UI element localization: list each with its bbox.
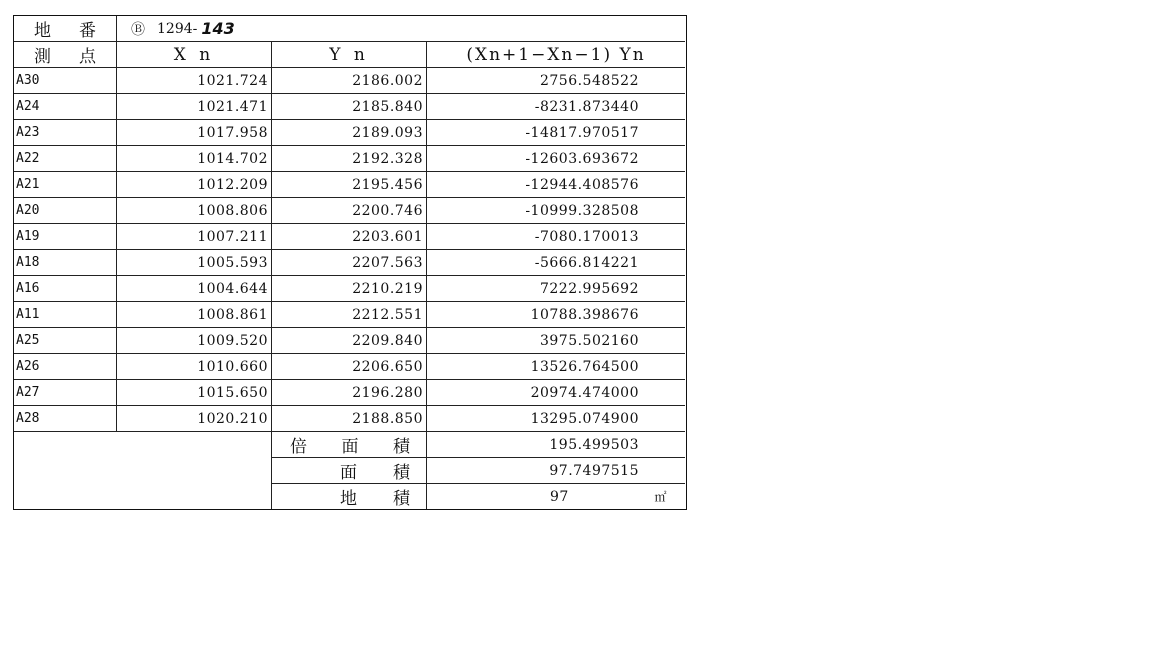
x-cell: 1008.861 — [117, 302, 272, 327]
table-row — [14, 146, 685, 172]
x-cell: 1007.211 — [117, 224, 272, 249]
calc-cell: 20974.474000 — [530, 384, 639, 401]
table-row — [14, 68, 685, 94]
y-cell: 2196.280 — [272, 380, 427, 405]
blank-footer-cell — [14, 432, 272, 509]
double-area-label — [272, 432, 427, 457]
table-row — [14, 172, 685, 198]
double-area-label-char-1: 倍 — [290, 437, 307, 457]
area-value: 97.7497515 — [549, 462, 639, 479]
table-row — [14, 224, 685, 250]
y-cell: 2185.840 — [272, 94, 427, 119]
chiban-mark: Ⓑ — [131, 21, 145, 38]
table-row — [14, 380, 685, 406]
y-cell: 2206.650 — [272, 354, 427, 379]
calc-cell: 13295.074900 — [530, 410, 639, 427]
x-cell: 1020.210 — [117, 406, 272, 431]
table-row — [14, 94, 685, 120]
area-label — [272, 458, 427, 483]
land-area-row — [272, 484, 685, 509]
x-cell: 1004.644 — [117, 276, 272, 301]
point-cell: A16 — [14, 276, 117, 301]
point-cell: A26 — [14, 354, 117, 379]
area-label-char-2: 積 — [393, 463, 410, 483]
double-area-row — [272, 432, 685, 458]
y-cell: 2209.840 — [272, 328, 427, 353]
point-cell: A11 — [14, 302, 117, 327]
x-cell: 1010.660 — [117, 354, 272, 379]
y-cell: 2200.746 — [272, 198, 427, 223]
point-cell: A25 — [14, 328, 117, 353]
chiban-printed: 1294- — [157, 20, 198, 37]
calc-cell: -10999.328508 — [525, 202, 639, 219]
y-cell: 2195.456 — [272, 172, 427, 197]
table-row — [14, 120, 685, 146]
land-area-value: 97 — [550, 488, 569, 505]
y-cell: 2212.551 — [272, 302, 427, 327]
calc-cell: -5666.814221 — [534, 254, 639, 271]
calc-cell: -12944.408576 — [525, 176, 639, 193]
y-column-header: Y n — [272, 42, 427, 67]
table-row — [14, 354, 685, 380]
chiban-row — [14, 16, 685, 42]
point-cell: A22 — [14, 146, 117, 171]
land-area-label — [272, 484, 427, 509]
x-cell: 1021.724 — [117, 68, 272, 93]
x-column-header: X n — [117, 42, 272, 67]
double-area-label-char-2: 面 — [341, 437, 359, 457]
table-row — [14, 328, 685, 354]
table-row — [14, 198, 685, 224]
x-cell: 1014.702 — [117, 146, 272, 171]
table-row — [14, 250, 685, 276]
y-cell: 2188.850 — [272, 406, 427, 431]
point-cell: A19 — [14, 224, 117, 249]
point-cell: A21 — [14, 172, 117, 197]
area-label-char-1: 面 — [340, 463, 357, 483]
x-cell: 1015.650 — [117, 380, 272, 405]
x-cell: 1021.471 — [117, 94, 272, 119]
point-cell: A27 — [14, 380, 117, 405]
calc-cell: 3975.502160 — [539, 332, 639, 349]
chiban-label-char-2: 番 — [79, 21, 96, 41]
land-area-value-cell — [427, 484, 685, 509]
point-cell: A30 — [14, 68, 117, 93]
calc-cell: 7222.995692 — [539, 280, 639, 297]
chiban-handwritten: 143 — [201, 19, 235, 38]
area-row — [272, 458, 685, 484]
y-cell: 2203.601 — [272, 224, 427, 249]
land-area-label-char-2: 積 — [393, 489, 410, 509]
table-row — [14, 302, 685, 328]
chiban-value — [117, 16, 685, 41]
y-cell: 2192.328 — [272, 146, 427, 171]
point-cell: A24 — [14, 94, 117, 119]
point-column-header — [14, 42, 117, 67]
calc-cell: 2756.548522 — [539, 72, 639, 89]
calc-cell: -14817.970517 — [525, 124, 639, 141]
point-cell: A28 — [14, 406, 117, 431]
column-header-row — [14, 42, 685, 68]
y-cell: 2207.563 — [272, 250, 427, 275]
double-area-label-char-3: 積 — [393, 437, 410, 457]
table-row — [14, 276, 685, 302]
y-cell: 2210.219 — [272, 276, 427, 301]
land-area-label-char-1: 地 — [340, 489, 357, 509]
calc-cell: 13526.764500 — [530, 358, 639, 375]
point-cell: A20 — [14, 198, 117, 223]
square-meter-unit: ㎡ — [654, 490, 667, 504]
calc-cell: -12603.693672 — [525, 150, 639, 167]
double-area-value: 195.499503 — [549, 436, 639, 453]
chiban-label — [14, 16, 117, 41]
point-label-char-1: 測 — [34, 47, 51, 67]
calc-column-header: (Xn+1−Xn−1) Yn — [466, 44, 646, 65]
chiban-label-char-1: 地 — [34, 21, 51, 41]
point-cell: A18 — [14, 250, 117, 275]
y-cell: 2189.093 — [272, 120, 427, 145]
point-cell: A23 — [14, 120, 117, 145]
calc-cell: -8231.873440 — [534, 98, 639, 115]
x-cell: 1005.593 — [117, 250, 272, 275]
x-cell: 1009.520 — [117, 328, 272, 353]
point-label-char-2: 点 — [79, 47, 96, 67]
land-area-calculation-table — [13, 15, 687, 510]
x-cell: 1008.806 — [117, 198, 272, 223]
x-cell: 1012.209 — [117, 172, 272, 197]
calc-cell: -7080.170013 — [534, 228, 639, 245]
y-cell: 2186.002 — [272, 68, 427, 93]
table-row — [14, 406, 685, 432]
x-cell: 1017.958 — [117, 120, 272, 145]
calc-cell: 10788.398676 — [530, 306, 639, 323]
